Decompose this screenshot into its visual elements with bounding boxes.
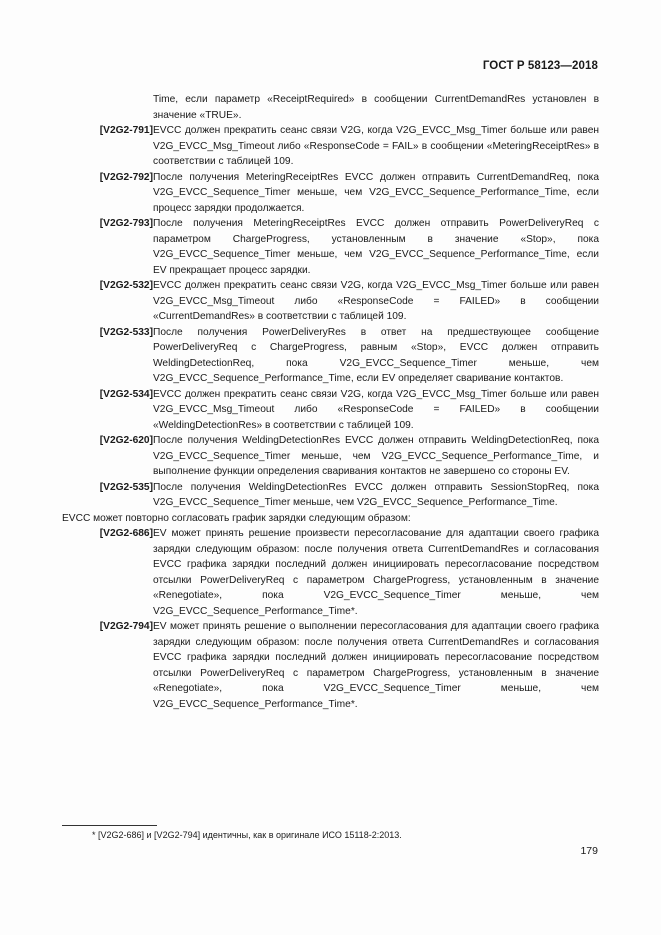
requirements-list-b [62, 526, 599, 712]
requirement-text: EV может принять решение произвести пересогласование для адаптации своего графика зарядки следующим образом: после получения ответа CurrentDemandRes и согласования EVCC графика зарядки последний должен инициировать пересогласование посредством отсылки PowerDeliveryReq с параметром ChargeProgress, установленным в значение «Renegotiate», пока V2G_EVCC_Sequence_Timer меньше, чем V2G_EVCC_Sequence_Performance_Time*. [153, 528, 599, 617]
requirement-text: После получения MeteringReceiptRes EVCC должен отправить PowerDeliveryReq с параметром ChargeProgress, установленным в значение «Stop», пока V2G_EVCC_Sequence_Timer меньше, чем V2G_EVCC_Sequence_Performance_Time, если EV прекращает процесс зарядки. [153, 218, 599, 276]
requirement-text: EVCC должен прекратить сеанс связи V2G, когда V2G_EVCC_Msg_Timer больше или равен V2G_EVCC_Msg_Timeout либо «ResponseCode = FAIL» в сообщении «MeteringReceiptRes» в соответствии с таблицей 109. [153, 125, 599, 167]
requirement-text: После получения WeldingDetectionRes EVCC должен отправить SessionStopReq, пока V2G_EVCC_Sequence_Timer меньше, чем V2G_EVCC_Sequence_Performance_Time. [153, 481, 599, 508]
requirement-id: [V2G2-620] [99, 435, 153, 446]
requirement-id: [V2G2-686] [99, 528, 153, 539]
requirement [62, 433, 599, 480]
requirement [62, 480, 599, 511]
requirement-id: [V2G2-532] [99, 280, 153, 291]
requirement-text: EVCC должен прекратить сеанс связи V2G, когда V2G_EVCC_Msg_Timer больше или равен V2G_EVCC_Msg_Timeout либо «ResponseCode = FAILED» в сообщении «CurrentDemandRes» в соответствии с таблицей 109. [153, 280, 599, 322]
requirement-id: [V2G2-794] [99, 621, 153, 632]
requirement-id: [V2G2-534] [99, 388, 153, 400]
requirement [62, 619, 599, 712]
renegotiation-intro: EVCC может повторно согласовать график зарядки следующим образом: [62, 512, 411, 524]
requirement-id: [V2G2-533] [99, 326, 153, 338]
requirement-text: EV может принять решение о выполнении пересогласования для адаптации своего графика зарядки следующим образом: после получения ответа CurrentDemandRes и согласования EVCC графика зарядки последний должен инициировать пересогласование посредством отсылки PowerDeliveryReq с параметром ChargeProgress, установленным в значение «Renegotiate», пока V2G_EVCC_Sequence_Timer меньше, чем V2G_EVCC_Sequence_Performance_Time*. [153, 621, 599, 710]
requirement-text: После получения WeldingDetectionRes EVCC должен отправить WeldingDetectionReq, пока V2G_EVCC_Sequence_Timer меньше, чем V2G_EVCC_Sequence_Performance_Time, и выполнение функции определения сваривания контактов не завершено со стороны EV. [153, 435, 599, 477]
requirement-text: После получения PowerDeliveryRes в ответ на предшествующее сообщение PowerDeliveryReq с ChargeProgress, равным «Stop», EVCC должен отправить WeldingDetectionReq, пока V2G_EVCC_Sequence_Timer меньше, чем V2G_EVCC_Sequence_Performance_Time, если EV определяет сваривание контактов. [153, 326, 599, 384]
requirement [62, 325, 599, 387]
requirement [62, 278, 599, 325]
main-content [62, 92, 599, 712]
requirement-id: [V2G2-793] [99, 218, 153, 229]
requirement-id: [V2G2-791] [99, 125, 153, 136]
requirement-id: [V2G2-535] [99, 481, 153, 493]
requirement [62, 170, 599, 217]
requirement-id: [V2G2-792] [99, 171, 153, 183]
requirement [62, 387, 599, 434]
requirement [62, 216, 599, 278]
requirement-text: EVCC должен прекратить сеанс связи V2G, когда V2G_EVCC_Msg_Timer больше или равен V2G_EVCC_Msg_Timeout либо «ResponseCode = FAILED» в сообщении «WeldingDetectionRes» в соответствии с таблицей 109. [153, 388, 599, 431]
requirements-list-a [62, 123, 599, 511]
requirement [62, 123, 599, 170]
footnote-separator [62, 825, 157, 826]
footnote: * [V2G2-686] и [V2G2-794] идентичны, как в оригинале ИСО 15118-2:2013. [92, 830, 402, 840]
page-number: 179 [580, 845, 598, 857]
requirement-text: После получения MeteringReceiptRes EVCC должен отправить CurrentDemandReq, пока V2G_EVCC_Sequence_Timer меньше, чем V2G_EVCC_Sequence_Performance_Time, если процесс зарядки продолжается. [153, 171, 599, 214]
requirement [62, 526, 599, 619]
continuation-text: Time, если параметр «ReceiptRequired» в сообщении CurrentDemandRes установлен в значение «TRUE». [153, 94, 599, 121]
standard-header: ГОСТ Р 58123—2018 [482, 60, 598, 72]
